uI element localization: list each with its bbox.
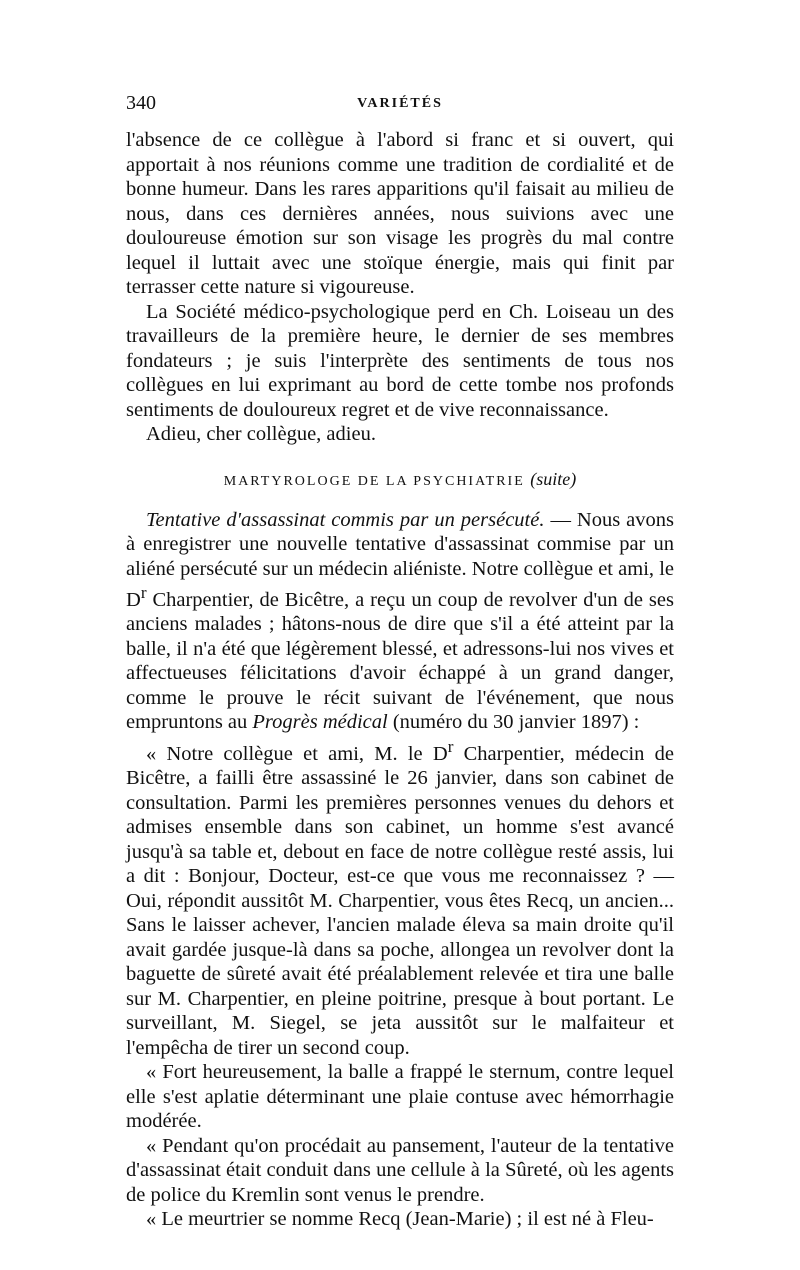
page-number: 340 (126, 92, 156, 114)
quote-1-text-b: Charpentier, médecin de Bicêtre, a failli être assassiné le 26 janvier, dans son cabinet de consultation. Parmi les premières personnes venues du dehors et admises ensemble dans son cabinet, un homme s'est avancé jusqu'à sa table et, debout en face de notre collègue resté assis, lui a dit : Bonjour, Docteur, est-ce que vous me reconnaissez ? — Oui, répondit aussitôt M. Charpentier, vous êtes Recq, un ancien... Sans le laisser achever, l'ancien malade éleva sa main droite qu'il avait gardée jusque-là dans sa poche, allongea un revolver dont la baguette de sûreté avait été préalablement relevée et tira une balle sur M. Charpentier, en pleine poitrine, presque à bout portant. Le surveillant, M. Siegel, se jeta aussitôt sur le malfaiteur et l'empêcha de tirer un second coup. (126, 742, 674, 1059)
section-heading (126, 469, 674, 490)
quote-paragraph-1 (126, 735, 674, 1060)
section-suite: (suite) (530, 468, 577, 489)
quote-paragraph-2: « Fort heureusement, la balle a frappé le sternum, contre lequel elle s'est aplatie déterminant une plaie contuse avec hémorrhagie modérée. (126, 1061, 674, 1133)
article-lead-paragraph (126, 508, 674, 735)
running-title: VARIÉTÉS (357, 96, 443, 111)
quote-paragraph-4: « Le meurtrier se nomme Recq (Jean-Marie) ; il est né à Fleu- (146, 1208, 654, 1231)
doctor-abbrev-superscript-2: r (447, 736, 454, 756)
article-lead-text-2: Charpentier, de Bicêtre, a reçu un coup de revolver d'un de ses anciens malades ; hâtons-nous de dire que s'il a été atteint par la balle, il n'a été que légèrement blessé, et adressons-lui nos vives et affectueuses félicitations d'avoir échappé à un grand danger, comme le prouve le récit suivant de l'événement, que nous empruntons au (126, 588, 674, 734)
article-lead-text-3: (numéro du 30 janvier 1897) : (387, 711, 640, 734)
section-title: MARTYROLOGE DE LA PSYCHIATRIE (223, 473, 525, 489)
journal-title: Progrès médical (252, 711, 388, 734)
document-page (126, 92, 674, 1232)
article-lead-text-1: — Nous avons à enregistrer une nouvelle tentative d'assassinat commise par un aliéné persécuté sur un médecin aliéniste. Notre collègue et ami, le D (126, 508, 675, 611)
doctor-abbrev-superscript: r (140, 583, 147, 602)
article-lead-title: Tentative d'assassinat commis par un persécuté. (146, 508, 545, 531)
running-header (126, 92, 674, 128)
obituary-paragraph-2: La Société médico-psychologique perd en Ch. Loiseau un des travailleurs de la première heure, le dernier de ses membres fondateurs ; je suis l'interprète des sentiments de tous nos collègues en lui exprimant au bord de cette tombe nos profonds sentiments de douloureux regret et de vive reconnaissance. (126, 300, 674, 421)
quote-paragraph-3: « Pendant qu'on procédait au pansement, l'auteur de la tentative d'assassinat était conduit dans une cellule à la Sûreté, où les agents de police du Kremlin sont venus le prendre. (126, 1134, 674, 1206)
obituary-paragraph-3: Adieu, cher collègue, adieu. (146, 423, 376, 445)
quote-1-text-a: « Notre collègue et ami, M. le D (146, 742, 448, 765)
obituary-paragraph-1: l'absence de ce collègue à l'abord si franc et si ouvert, qui apportait à nos réunions comme une tradition de cordialité et de bonne humeur. Dans les rares apparitions qu'il faisait au milieu de nous, dans ces dernières années, nous suivions avec une douloureuse émotion sur son visage les progrès du mal contre lequel il luttait avec une stoïque énergie, mais qui finit par terrasser cette nature si vigoureuse. (126, 129, 674, 298)
